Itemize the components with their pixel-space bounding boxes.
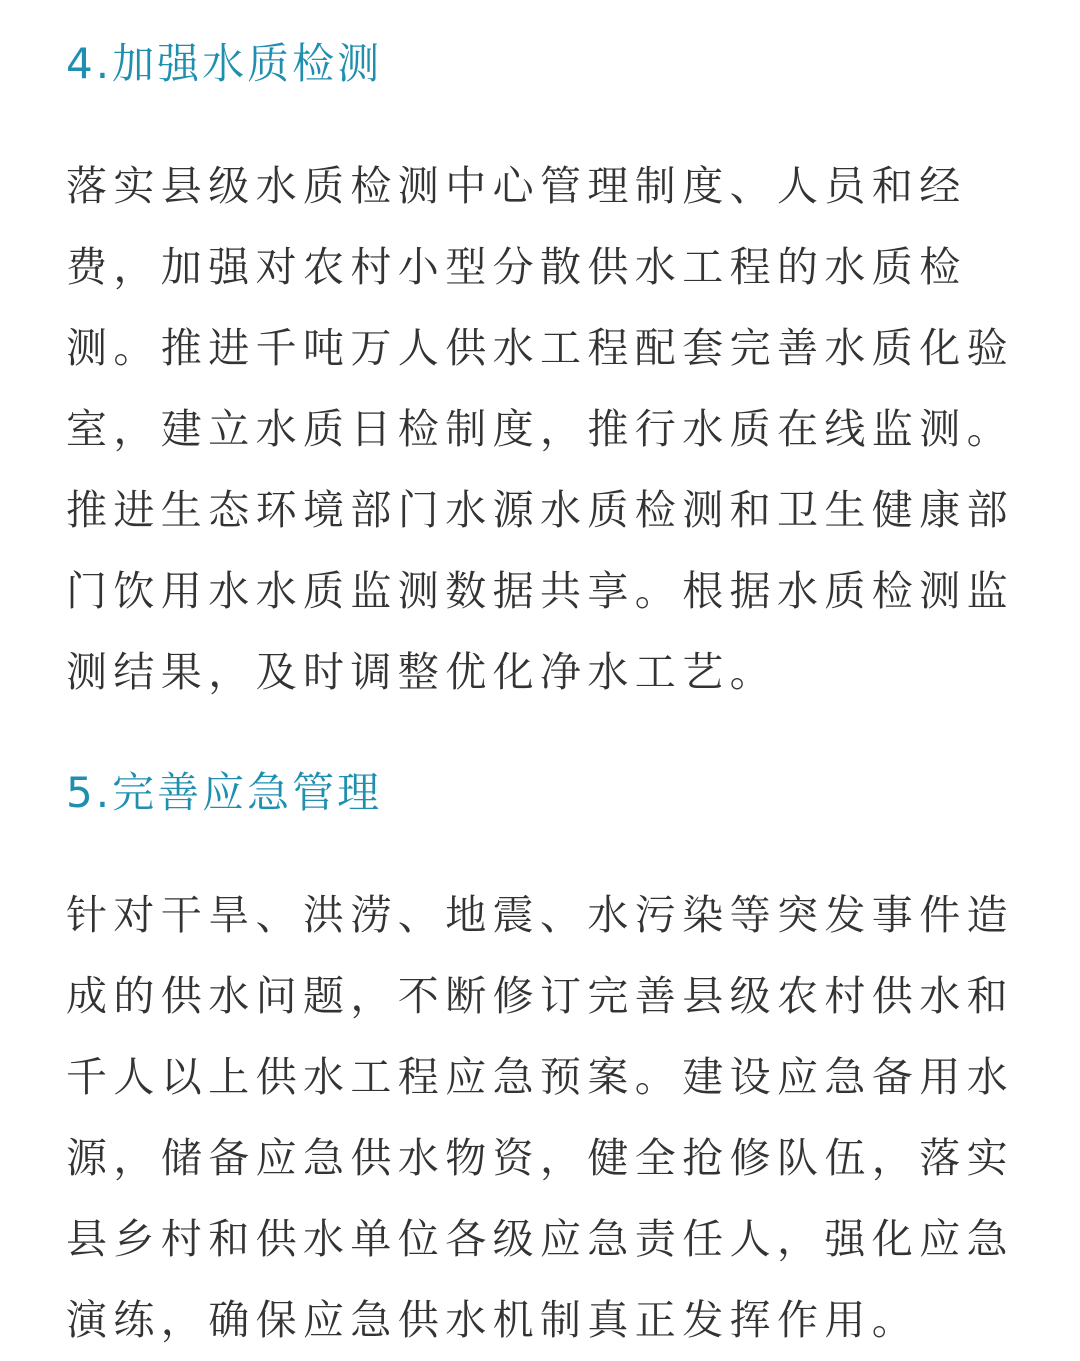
paragraph-emergency-management [66,875,1016,1361]
text-line: 源，储备应急供水物资，健全抢修队伍，落实 [66,1134,1014,1182]
text-line: 测。推进千吨万人供水工程配套完善水质化验 [66,324,1014,372]
text-line: 千人以上供水工程应急预案。建设应急备用水 [66,1053,1014,1101]
section-heading-emergency-management: 5.完善应急管理 [66,768,383,817]
section-heading-water-quality: 4.加强水质检测 [66,39,383,88]
text-line: 成的供水问题，不断修订完善县级农村供水和 [66,972,1014,1020]
text-line: 测结果，及时调整优化净水工艺。 [66,648,777,696]
text-line: 费，加强对农村小型分散供水工程的水质检 [66,243,967,291]
text-line: 演练，确保应急供水机制真正发挥作用。 [66,1296,920,1344]
text-line: 室，建立水质日检制度，推行水质在线监测。 [66,405,1014,453]
text-line: 县乡村和供水单位各级应急责任人，强化应急 [66,1215,1014,1263]
text-line: 针对干旱、洪涝、地震、水污染等突发事件造 [66,891,1014,939]
text-line: 门饮用水水质监测数据共享。根据水质检测监 [66,567,1014,615]
text-line: 落实县级水质检测中心管理制度、人员和经 [66,162,967,210]
text-line: 推进生态环境部门水源水质检测和卫生健康部 [66,486,1014,534]
paragraph-water-quality [66,146,1016,713]
